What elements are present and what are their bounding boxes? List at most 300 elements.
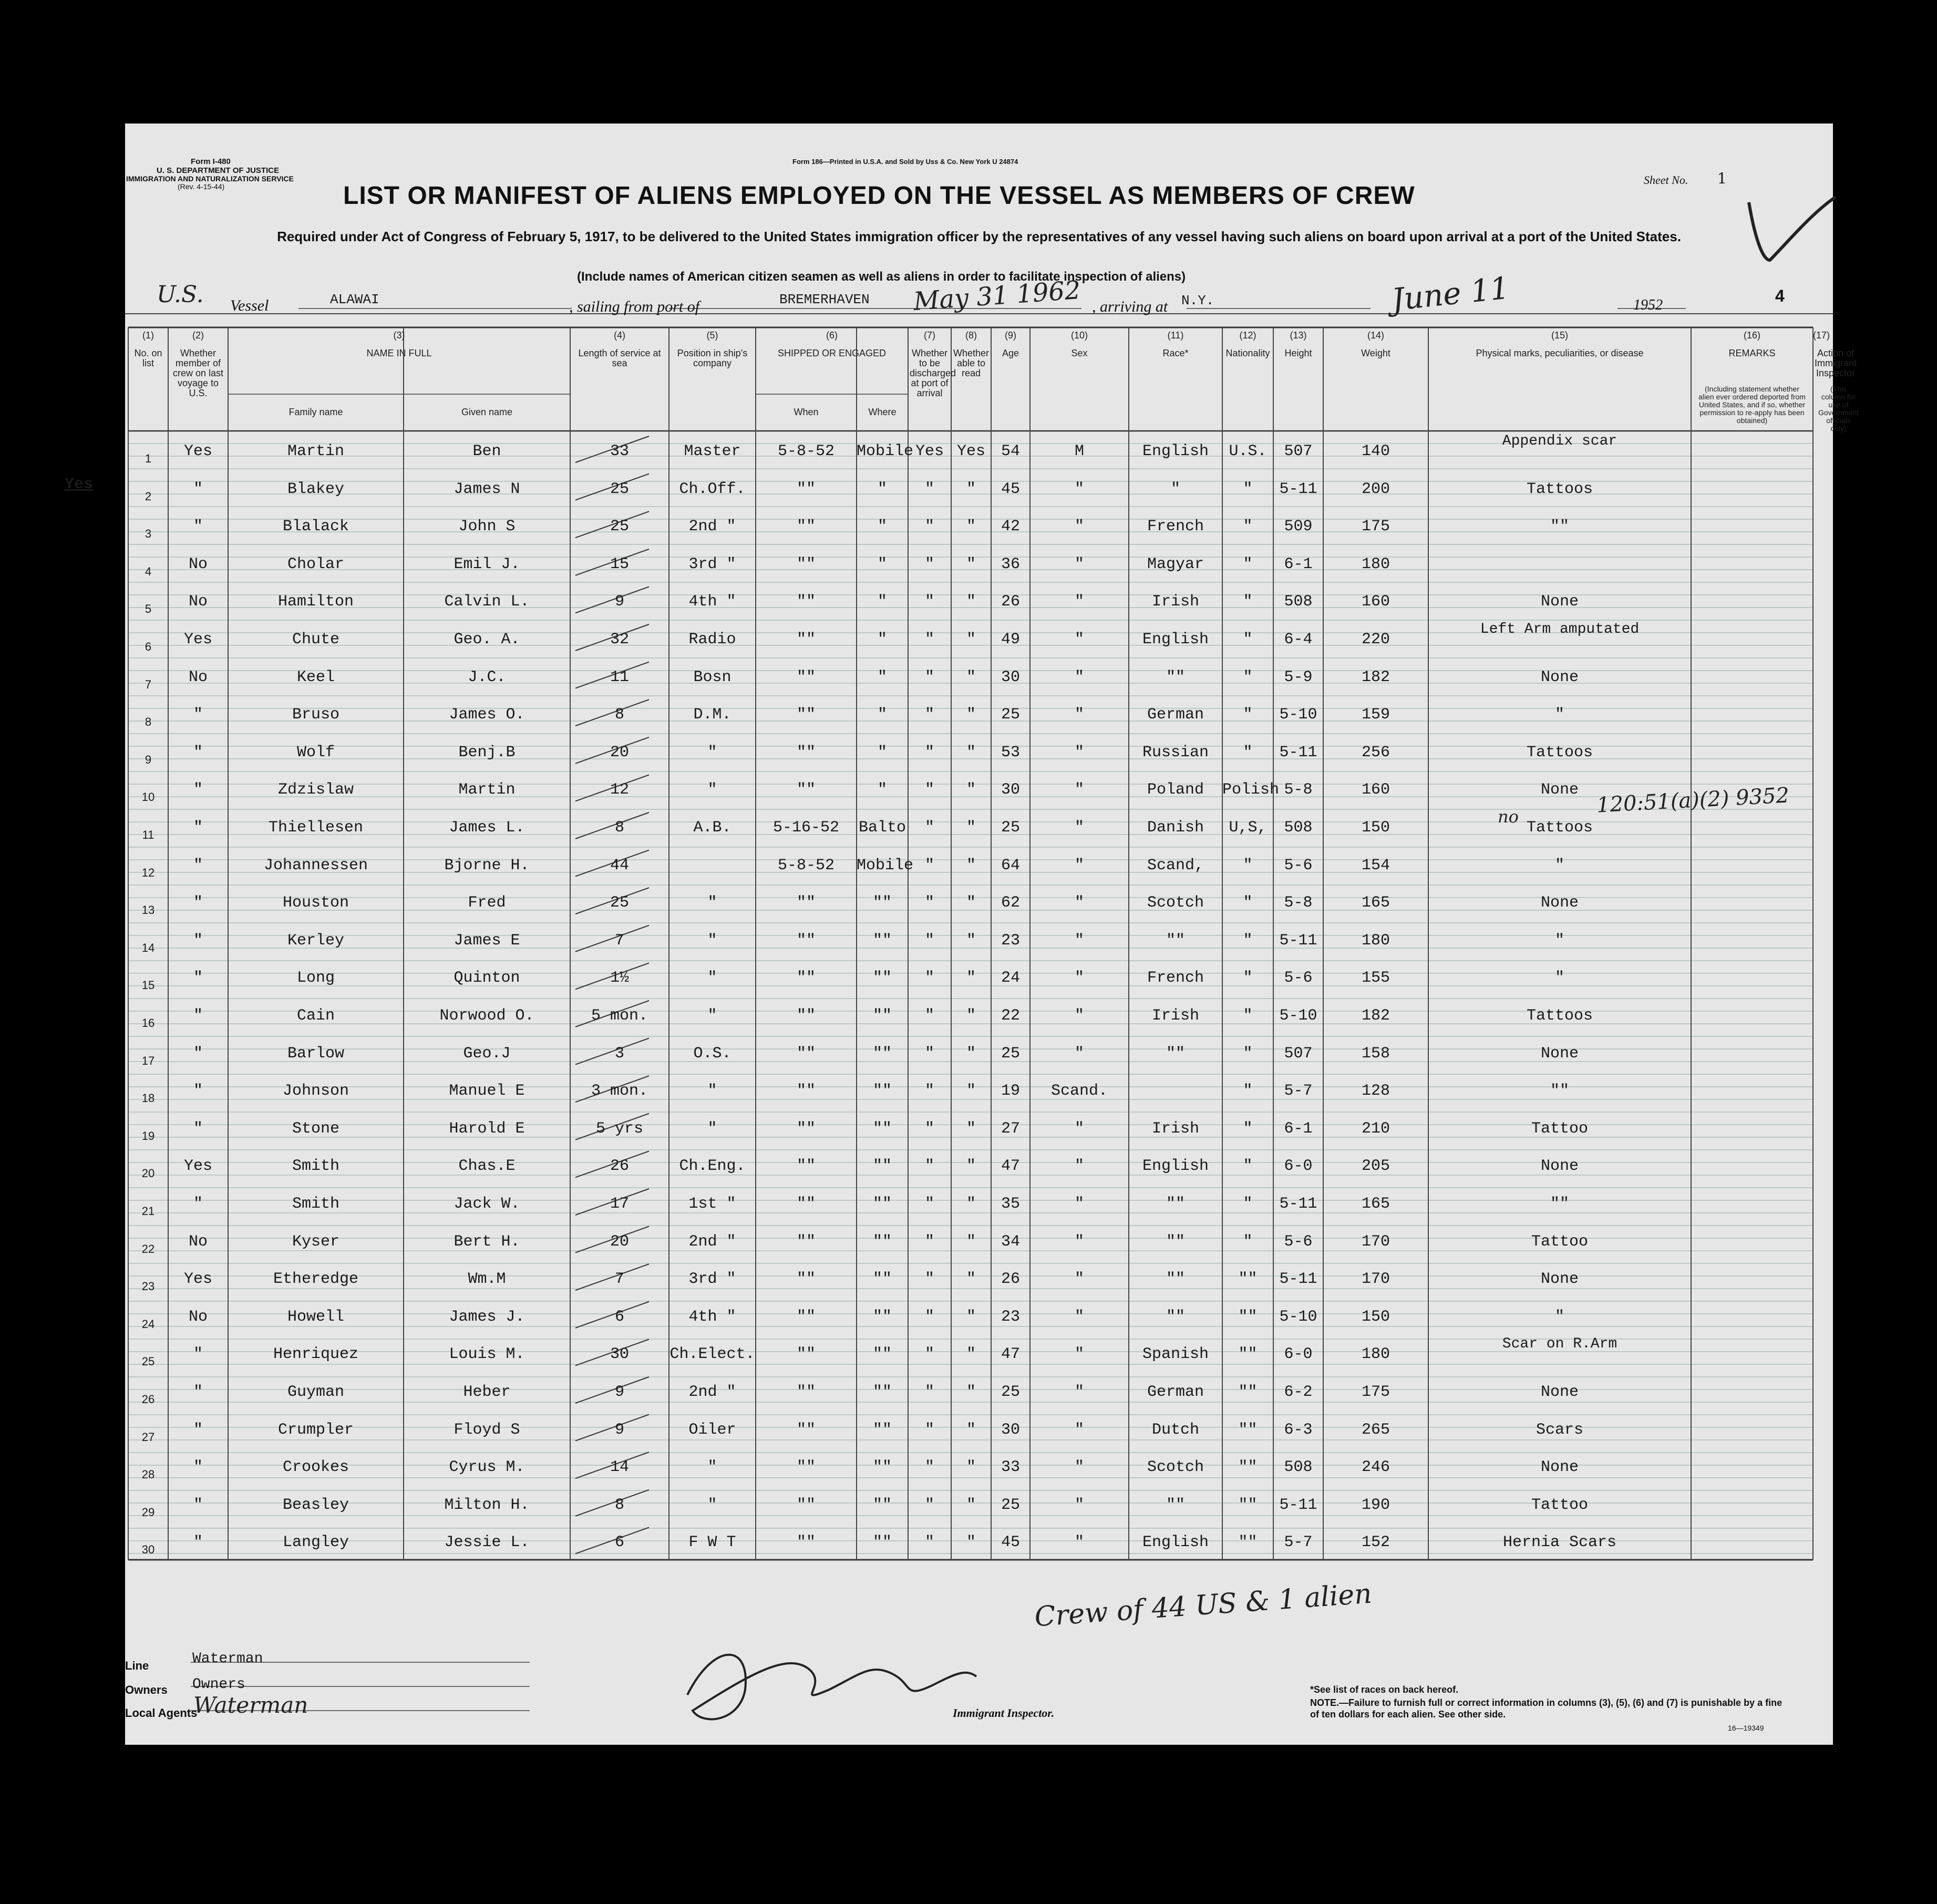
age: 26 xyxy=(1001,1270,1020,1289)
shipped-where: "" xyxy=(872,1007,892,1025)
physical-marks: Scars xyxy=(1536,1421,1583,1439)
age: 25 xyxy=(1001,1044,1020,1063)
prev-voyage: No xyxy=(188,555,208,573)
line-label: Line xyxy=(125,1659,149,1672)
prev-voyage: " xyxy=(193,1421,203,1439)
physical-marks: Tattoos xyxy=(1526,480,1593,498)
discharged: " xyxy=(924,1383,934,1401)
service-length: 30 xyxy=(610,1345,629,1364)
race: Poland xyxy=(1147,781,1204,799)
position: Oiler xyxy=(688,1421,736,1439)
physical-marks: None xyxy=(1540,1044,1579,1063)
page-title: LIST OR MANIFEST OF ALIENS EMPLOYED ON THE VESSEL AS MEMBERS OF CREW xyxy=(343,182,1415,210)
age: 27 xyxy=(1001,1119,1020,1138)
position: " xyxy=(707,894,717,912)
form-code: 16—19349 xyxy=(1728,1724,1764,1732)
list-no: 4 xyxy=(145,564,152,578)
age: 30 xyxy=(1001,1421,1020,1439)
position: " xyxy=(707,969,717,987)
nationality: " xyxy=(1243,631,1253,649)
discharged: " xyxy=(924,593,934,611)
discharged: " xyxy=(924,1421,934,1439)
nationality: " xyxy=(1243,931,1253,950)
race: Danish xyxy=(1147,819,1204,837)
agents-label: Local Agents xyxy=(125,1706,198,1720)
discharged: " xyxy=(924,668,934,686)
discharged: " xyxy=(924,856,934,874)
list-no: 9 xyxy=(145,753,152,766)
shipped-where: "" xyxy=(872,1496,892,1514)
service-length: 25 xyxy=(610,894,629,912)
col-sex-number: (10) xyxy=(1070,330,1088,341)
list-no: 27 xyxy=(141,1430,155,1444)
service-length: 11 xyxy=(610,668,629,686)
race: "" xyxy=(1166,1232,1185,1251)
shipped-when: "" xyxy=(796,706,816,724)
discharged: " xyxy=(924,518,934,536)
discharged: " xyxy=(924,1082,934,1100)
weight: 128 xyxy=(1361,1082,1390,1100)
col-nationality-header: Nationality xyxy=(1225,348,1270,358)
service-length: 14 xyxy=(610,1458,629,1477)
sex: " xyxy=(1074,856,1084,874)
vessel-label: Vessel xyxy=(230,297,269,314)
height: 507 xyxy=(1284,1044,1313,1063)
height: 5-11 xyxy=(1279,931,1317,950)
col-shipped-number: (6) xyxy=(826,330,838,341)
binder-hole xyxy=(78,1544,102,1568)
family-name: Johannessen xyxy=(263,856,368,874)
weight: 205 xyxy=(1361,1157,1390,1176)
shipped-when: "" xyxy=(796,1496,816,1514)
weight: 256 xyxy=(1361,743,1390,761)
discharged: " xyxy=(924,555,934,573)
height: 6-3 xyxy=(1284,1421,1313,1439)
position: Ch.Elect. xyxy=(669,1345,755,1364)
physical-marks: "" xyxy=(1550,1082,1569,1100)
shipped-when: "" xyxy=(796,1044,816,1063)
col-marks-header: Physical marks, peculiarities, or disease xyxy=(1476,348,1644,358)
nationality: " xyxy=(1243,856,1253,874)
given-name: Geo.J xyxy=(463,1044,511,1063)
race: "" xyxy=(1166,1270,1185,1289)
inspector-label: Immigrant Inspector. xyxy=(953,1706,1055,1720)
weight: 180 xyxy=(1361,555,1390,573)
service-length: 8 xyxy=(614,819,624,837)
sex: " xyxy=(1074,819,1084,837)
position: " xyxy=(707,931,717,950)
shipped-when: "" xyxy=(796,668,816,686)
shipped-where: "" xyxy=(872,969,892,987)
binder-hole xyxy=(68,263,100,310)
physical-marks: " xyxy=(1554,1308,1564,1326)
age: 30 xyxy=(1001,781,1020,799)
race: "" xyxy=(1166,668,1185,686)
col-read-header: Whether able to read xyxy=(953,348,990,378)
family-name: Henriquez xyxy=(273,1345,359,1364)
binder-hole xyxy=(79,200,116,231)
service-length: 3 mon. xyxy=(591,1082,648,1100)
discharged: " xyxy=(924,1308,934,1326)
height: 5-6 xyxy=(1284,856,1313,874)
discharged: " xyxy=(924,1119,934,1138)
race: English xyxy=(1142,442,1209,460)
race: English xyxy=(1142,1534,1209,1552)
age: 35 xyxy=(1001,1195,1020,1213)
family-name: Long xyxy=(296,969,335,987)
sex: M xyxy=(1074,442,1084,460)
position: 1st " xyxy=(688,1195,736,1213)
given-name: Quinton xyxy=(454,969,520,987)
height: 5-8 xyxy=(1284,781,1313,799)
weight: 165 xyxy=(1361,894,1390,912)
can-read: " xyxy=(966,668,976,686)
age: 19 xyxy=(1001,1082,1020,1100)
can-read: " xyxy=(966,1421,976,1439)
discharged: " xyxy=(924,480,934,498)
service-length: 9 xyxy=(614,593,624,611)
age: 42 xyxy=(1001,518,1020,536)
weight: 154 xyxy=(1361,856,1390,874)
race: "" xyxy=(1166,1496,1185,1514)
sex: " xyxy=(1074,668,1084,686)
sex: " xyxy=(1074,1383,1084,1401)
service-length: 17 xyxy=(610,1195,629,1213)
prev-voyage: Yes xyxy=(183,631,212,649)
family-name: Hamilton xyxy=(277,593,354,611)
weight: 180 xyxy=(1361,931,1390,950)
height: 507 xyxy=(1284,442,1313,460)
shipped-when: "" xyxy=(796,593,816,611)
binder-hole xyxy=(78,594,102,618)
shipped-when: "" xyxy=(796,1383,816,1401)
given-name: Norwood O. xyxy=(439,1007,534,1025)
list-no: 13 xyxy=(141,903,155,917)
age: 34 xyxy=(1001,1232,1020,1251)
sex: " xyxy=(1074,894,1084,912)
sex: Scand. xyxy=(1050,1082,1108,1100)
physical-marks: None xyxy=(1540,593,1579,611)
height: 5-11 xyxy=(1279,1270,1317,1289)
can-read: " xyxy=(966,1119,976,1138)
weight: 246 xyxy=(1361,1458,1390,1477)
service-length: 25 xyxy=(610,480,629,498)
list-no: 15 xyxy=(141,979,155,992)
service-length: 26 xyxy=(610,1157,629,1176)
service-length: 44 xyxy=(610,856,629,874)
age: 22 xyxy=(1001,1007,1020,1025)
can-read: " xyxy=(966,1232,976,1251)
col-age-number: (9) xyxy=(1005,330,1016,341)
physical-marks: Appendix scar xyxy=(1502,433,1617,449)
shipped-where: "" xyxy=(872,1458,892,1477)
race: Irish xyxy=(1151,1007,1199,1025)
shipped-where: "" xyxy=(872,1232,892,1251)
shipped-when: "" xyxy=(796,1157,816,1176)
physical-marks: Left Arm amputated xyxy=(1480,621,1640,637)
sex: " xyxy=(1074,1007,1084,1025)
weight: 170 xyxy=(1361,1232,1390,1251)
col-remarks-number: (16) xyxy=(1743,330,1760,341)
discharged: " xyxy=(924,1232,934,1251)
height: 508 xyxy=(1284,593,1313,611)
shipped-where: "" xyxy=(872,1119,892,1138)
sex: " xyxy=(1074,1195,1084,1213)
given-name: James L. xyxy=(449,819,525,837)
nationality: " xyxy=(1243,555,1253,573)
discharged: " xyxy=(924,819,934,837)
position: 4th " xyxy=(688,1308,736,1326)
shipped-where: "" xyxy=(872,1345,892,1364)
physical-marks: " xyxy=(1554,706,1564,724)
family-name: Houston xyxy=(282,894,349,912)
weight: 180 xyxy=(1361,1345,1390,1364)
discharged: Yes xyxy=(915,442,944,460)
list-no: 6 xyxy=(145,640,152,653)
physical-marks: None xyxy=(1540,1270,1579,1289)
revision: (Rev. 4-15-44) xyxy=(178,182,225,191)
shipped-where: "" xyxy=(872,1195,892,1213)
age: 25 xyxy=(1001,706,1020,724)
discharged: " xyxy=(924,931,934,950)
given-name: Harold E xyxy=(449,1119,525,1138)
col-nationality-number: (12) xyxy=(1239,330,1256,341)
shipped-when: "" xyxy=(796,931,816,950)
check-mark xyxy=(1744,187,1838,271)
given-name: Wm.M xyxy=(468,1270,506,1289)
physical-marks: None xyxy=(1540,1383,1579,1401)
sex: " xyxy=(1074,1345,1084,1364)
shipped-where: Balto xyxy=(858,819,906,837)
list-no: 8 xyxy=(145,715,152,729)
height: 5-11 xyxy=(1279,743,1317,761)
can-read: " xyxy=(966,1383,976,1401)
discharged: " xyxy=(924,894,934,912)
discharged: " xyxy=(924,1007,934,1025)
given-name: Geo. A. xyxy=(454,631,520,649)
can-read: " xyxy=(966,894,976,912)
physical-marks: Tattoo xyxy=(1531,1119,1589,1138)
height: 5-6 xyxy=(1284,1232,1313,1251)
col-action-header: Action of Immigrant Inspector xyxy=(1815,348,1857,378)
race: " xyxy=(1170,480,1180,498)
position: 4th " xyxy=(688,593,736,611)
shipped-where: " xyxy=(877,668,887,686)
prev-voyage: " xyxy=(193,856,203,874)
nationality: " xyxy=(1243,1044,1253,1063)
nationality: U,S, xyxy=(1229,819,1267,837)
physical-marks: " xyxy=(1554,931,1564,950)
can-read: " xyxy=(966,593,976,611)
nationality: " xyxy=(1243,706,1253,724)
nationality: "" xyxy=(1238,1383,1258,1401)
shipped-where: "" xyxy=(872,1082,892,1100)
height: 6-0 xyxy=(1284,1157,1313,1176)
family-name: Stone xyxy=(292,1119,339,1138)
list-no: 21 xyxy=(141,1205,155,1218)
prev-voyage: " xyxy=(193,1345,203,1364)
position: " xyxy=(707,1119,717,1138)
race: French xyxy=(1147,518,1204,536)
service-length: 6 xyxy=(614,1308,624,1326)
can-read: " xyxy=(966,819,976,837)
weight: 150 xyxy=(1361,1308,1390,1326)
shipped-where: "" xyxy=(872,1383,892,1401)
position: " xyxy=(707,743,717,761)
list-no: 26 xyxy=(141,1393,155,1406)
shipped-where: " xyxy=(877,593,887,611)
shipped-where: " xyxy=(877,631,887,649)
col-prev-voyage-header: Whether member of crew on last voyage to U.S. xyxy=(172,348,224,398)
nationality: "" xyxy=(1238,1496,1258,1514)
nationality: "" xyxy=(1238,1534,1258,1552)
family-name: Martin xyxy=(287,442,345,460)
remarks-note: 120:51(a)(2) 9352 xyxy=(1596,783,1790,818)
margin-note: Yes xyxy=(65,476,94,493)
arrival-port: N.Y. xyxy=(1181,293,1214,308)
discharged: " xyxy=(924,631,934,649)
race: Scotch xyxy=(1147,894,1204,912)
age: 45 xyxy=(1001,480,1020,498)
prev-voyage: " xyxy=(193,1534,203,1552)
service-length: 20 xyxy=(610,1232,629,1251)
col-race-header: Race* xyxy=(1162,348,1189,358)
arrival-year: 1952 xyxy=(1633,297,1663,313)
given-name: Martin xyxy=(458,781,516,799)
service-length: 9 xyxy=(614,1383,624,1401)
service-length: 12 xyxy=(610,781,629,799)
age: 23 xyxy=(1001,931,1020,950)
shipped-where: Mobile xyxy=(857,442,914,460)
footer-note: NOTE.—Failure to furnish full or correct information in columns (3), (5), (6) and (7) is punishable by a fine of ten dollars for each alien. See other side. xyxy=(1310,1697,1783,1720)
service-length: 32 xyxy=(610,631,629,649)
can-read: " xyxy=(966,931,976,950)
shipped-where-header: Where xyxy=(868,407,897,417)
prev-voyage: " xyxy=(193,1383,203,1401)
prev-voyage: " xyxy=(193,1496,203,1514)
family-name: Keel xyxy=(296,668,335,686)
sex: " xyxy=(1074,1119,1084,1138)
nationality: " xyxy=(1243,1157,1253,1176)
sex: " xyxy=(1074,1421,1084,1439)
age: 33 xyxy=(1001,1458,1020,1477)
given-name: James O. xyxy=(449,706,525,724)
nationality: " xyxy=(1243,668,1253,686)
nationality: " xyxy=(1243,593,1253,611)
can-read: " xyxy=(966,518,976,536)
family-name: Smith xyxy=(292,1157,339,1176)
given-name: Fred xyxy=(468,894,506,912)
can-read: " xyxy=(966,555,976,573)
sex: " xyxy=(1074,706,1084,724)
race: Scand, xyxy=(1147,856,1204,874)
nationality: "" xyxy=(1238,1345,1258,1364)
sail-date: May 31 1962 xyxy=(912,275,1082,317)
nationality: " xyxy=(1243,480,1253,498)
shipped-when-header: When xyxy=(794,407,819,417)
nationality: " xyxy=(1243,1195,1253,1213)
given-name: Heber xyxy=(463,1383,511,1401)
height: 5-8 xyxy=(1284,894,1313,912)
shipped-where: "" xyxy=(872,1157,892,1176)
given-name: Floyd S xyxy=(454,1421,520,1439)
list-no: 18 xyxy=(141,1092,155,1105)
departure-port: BREMERHAVEN xyxy=(779,292,870,307)
sex: " xyxy=(1074,1232,1084,1251)
prev-voyage: " xyxy=(193,480,203,498)
sex: " xyxy=(1074,781,1084,799)
shipped-when: "" xyxy=(796,518,816,536)
race: Dutch xyxy=(1151,1421,1199,1439)
manifest-sheet xyxy=(65,123,1859,1745)
binder-hole xyxy=(78,681,102,705)
col-position-number: (5) xyxy=(706,330,718,341)
prev-voyage: " xyxy=(193,969,203,987)
age: 25 xyxy=(1001,1496,1020,1514)
sheet-label: Sheet No. xyxy=(1644,173,1688,187)
service-length: 3 xyxy=(614,1044,624,1063)
position: 2nd " xyxy=(688,1232,736,1251)
col-read-number: (8) xyxy=(965,330,977,341)
service-length: 1½ xyxy=(610,969,629,987)
can-read: " xyxy=(966,1082,976,1100)
position: Bosn xyxy=(693,668,731,686)
list-no: 2 xyxy=(145,489,152,503)
age: 45 xyxy=(1001,1534,1020,1552)
race: French xyxy=(1147,969,1204,987)
given-name: Jessie L. xyxy=(444,1534,530,1552)
family-name: Howell xyxy=(287,1308,345,1326)
col-action-number: (17) xyxy=(1813,330,1830,341)
height: 6-1 xyxy=(1284,555,1313,573)
nationality: " xyxy=(1243,743,1253,761)
height: 5-9 xyxy=(1284,668,1313,686)
can-read: " xyxy=(966,1308,976,1326)
family-name: Etheredge xyxy=(273,1270,359,1289)
binder-hole xyxy=(78,352,102,376)
shipped-where: " xyxy=(877,781,887,799)
prev-voyage: Yes xyxy=(183,1270,212,1289)
sex: " xyxy=(1074,593,1084,611)
prev-voyage: " xyxy=(193,781,203,799)
height: 5-7 xyxy=(1284,1082,1313,1100)
shipped-when: "" xyxy=(796,631,816,649)
height: 6-2 xyxy=(1284,1383,1313,1401)
can-read: " xyxy=(966,1496,976,1514)
col-service-header: Length of service at sea xyxy=(578,348,661,368)
col-marks-number: (15) xyxy=(1551,330,1568,341)
shipped-where: " xyxy=(877,706,887,724)
list-no: 20 xyxy=(141,1167,155,1180)
discharged: " xyxy=(924,1345,934,1364)
weight: 159 xyxy=(1361,706,1390,724)
height: 5-10 xyxy=(1279,706,1317,724)
weight: 210 xyxy=(1361,1119,1390,1138)
col-race-number: (11) xyxy=(1167,330,1184,341)
height: 5-10 xyxy=(1279,1007,1317,1025)
shipped-when: "" xyxy=(796,1082,816,1100)
height: 5-11 xyxy=(1279,480,1317,498)
weight: 182 xyxy=(1361,1007,1390,1025)
position: O.S. xyxy=(693,1044,731,1063)
family-name: Zdzislaw xyxy=(277,781,354,799)
list-no: 1 xyxy=(145,452,152,465)
height: 508 xyxy=(1284,819,1313,837)
prev-voyage: " xyxy=(193,1044,203,1063)
can-read: " xyxy=(966,856,976,874)
discharged: " xyxy=(924,1270,934,1289)
age: 54 xyxy=(1001,442,1020,460)
